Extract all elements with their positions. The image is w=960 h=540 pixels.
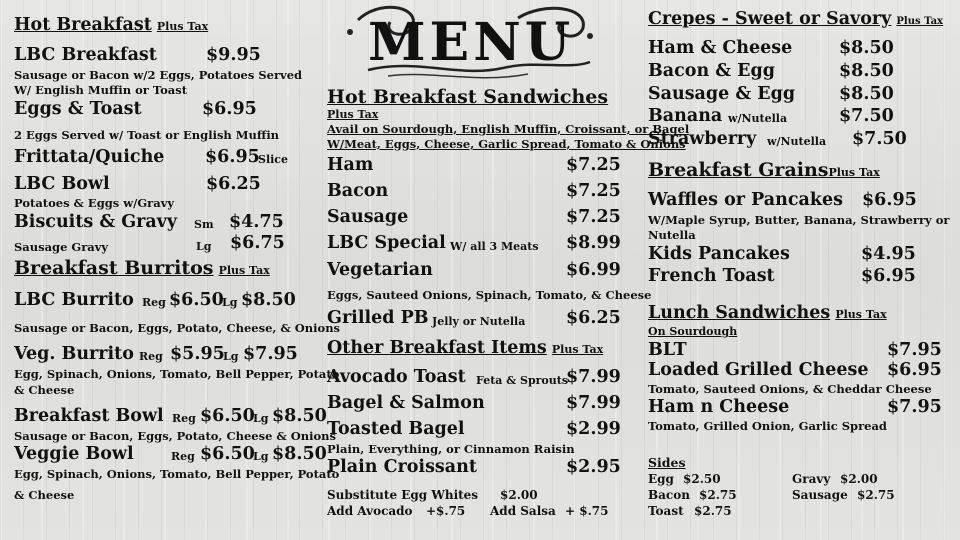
- item-price: $6.50: [200, 444, 255, 464]
- item-price: $8.50: [272, 406, 327, 426]
- item-name: Sausage Gravy: [14, 240, 109, 254]
- item-name: Strawberry: [648, 129, 757, 149]
- item-desc: W/ English Muffin or Toast: [14, 83, 188, 97]
- side-name: Sausage: [792, 488, 848, 502]
- item-price: $7.95: [887, 397, 942, 417]
- item-name: Sausage & Egg: [648, 84, 796, 104]
- item-name: Toasted Bagel: [327, 419, 465, 439]
- item-note: w/Nutella: [767, 135, 827, 148]
- item-price: $6.95: [861, 266, 916, 286]
- item-name: Ham & Cheese: [648, 38, 793, 58]
- item-desc: Tomato, Grilled Onion, Garlic Spread: [648, 419, 887, 433]
- item-name: Bacon: [327, 181, 389, 201]
- item-name: Ham n Cheese: [648, 397, 790, 417]
- item-name: Frittata/Quiche: [14, 147, 165, 167]
- size-label: Lg: [253, 412, 269, 425]
- item-note: Feta & Sprouts: [476, 374, 569, 387]
- side-price: $2.50: [683, 472, 721, 486]
- item-note: Slice: [258, 153, 288, 166]
- size-label: Lg: [222, 296, 238, 309]
- item-name: Vegetarian: [327, 260, 433, 280]
- item-name: Avocado Toast: [327, 367, 466, 387]
- item-price: $6.25: [566, 308, 621, 328]
- side-price: $2.00: [840, 472, 878, 486]
- item-name: Bacon & Egg: [648, 61, 775, 81]
- item-price: $8.50: [839, 84, 894, 104]
- sides-title: Sides: [648, 455, 686, 470]
- item-price: $5.95: [170, 344, 225, 364]
- item-price: $6.95: [202, 99, 257, 119]
- item-price: $7.25: [566, 181, 621, 201]
- item-desc: Potatoes & Eggs w/Gravy: [14, 196, 175, 210]
- section-title: Breakfast Burritos: [14, 257, 214, 279]
- item-note: w/Nutella: [728, 112, 788, 125]
- item-name: Ham: [327, 155, 374, 175]
- section-grains: [648, 159, 880, 181]
- item-desc: Plain, Everything, or Cinnamon Raisin: [327, 442, 575, 456]
- side-price: $2.75: [694, 504, 732, 518]
- item-price: $7.99: [566, 393, 621, 413]
- item-note: W/ all 3 Meats: [450, 240, 539, 253]
- addon-price: $2.00: [500, 488, 538, 502]
- item-desc: Eggs, Sauteed Onions, Spinach, Tomato, & Cheese: [327, 288, 652, 302]
- section-burritos: [14, 257, 270, 279]
- addon-label: Add Salsa: [490, 504, 556, 518]
- size-label: Reg: [139, 350, 163, 363]
- plus-tax: Plus Tax: [828, 166, 880, 179]
- item-name: French Toast: [648, 266, 775, 286]
- item-desc: Egg, Spinach, Onions, Tomato, Bell Pepper, Potato: [14, 367, 340, 381]
- size-label: Reg: [142, 296, 166, 309]
- item-name: Veg. Burrito: [14, 344, 134, 364]
- item-price: $6.99: [566, 260, 621, 280]
- item-price: $8.50: [241, 290, 296, 310]
- item-name: Sausage: [327, 207, 409, 227]
- size-label: Lg: [196, 240, 212, 253]
- item-price: $7.95: [243, 344, 298, 364]
- item-name: Loaded Grilled Cheese: [648, 360, 869, 380]
- item-desc: & Cheese: [14, 488, 75, 502]
- addon-price: +$.75: [426, 504, 466, 518]
- item-desc: & Cheese: [14, 383, 75, 397]
- item-desc: Sausage or Bacon w/2 Eggs, Potatoes Served: [14, 68, 303, 82]
- menu-logo: [328, 0, 608, 82]
- item-price: $7.25: [566, 207, 621, 227]
- addon-label: Substitute Egg Whites: [327, 488, 479, 502]
- plus-tax: Plus Tax: [551, 343, 604, 356]
- side-name: Toast: [648, 504, 684, 518]
- item-desc: Nutella: [648, 228, 696, 242]
- section-title: Hot Breakfast: [14, 15, 152, 35]
- side-price: $2.75: [857, 488, 895, 502]
- item-name: Biscuits & Gravy: [14, 212, 178, 232]
- item-price: $9.95: [206, 45, 261, 65]
- item-name: LBC Bowl: [14, 174, 110, 194]
- item-price: $8.50: [839, 38, 894, 58]
- plus-tax: Plus Tax: [835, 308, 887, 321]
- side-name: Egg: [648, 472, 674, 486]
- side-name: Gravy: [792, 472, 831, 486]
- item-name: Plain Croissant: [327, 457, 477, 477]
- item-price: $6.75: [230, 233, 285, 253]
- item-name: Banana: [648, 106, 723, 126]
- item-desc: 2 Eggs Served w/ Toast or English Muffin: [14, 128, 280, 142]
- item-price: $7.95: [887, 340, 942, 360]
- section-note: W/Meat, Eggs, Cheese, Garlic Spread, Tomato & Onions: [327, 137, 686, 151]
- item-price: $8.50: [839, 61, 894, 81]
- item-price: $7.25: [566, 155, 621, 175]
- size-label: Sm: [194, 218, 214, 231]
- item-name: Grilled PB: [327, 308, 429, 328]
- item-price: $4.95: [861, 244, 916, 264]
- item-price: $7.50: [852, 129, 907, 149]
- item-desc: Tomato, Sauteed Onions, & Cheddar Cheese: [648, 382, 932, 396]
- item-name: Bagel & Salmon: [327, 393, 485, 413]
- size-label: Reg: [171, 450, 195, 463]
- item-price: $6.95: [205, 147, 260, 167]
- plus-tax: Plus Tax: [218, 264, 270, 277]
- size-label: Lg: [253, 450, 269, 463]
- section-title: Other Breakfast Items: [327, 338, 547, 358]
- section-lunch: [648, 303, 887, 323]
- item-desc: Sausage or Bacon, Eggs, Potato, Cheese & Onions: [14, 429, 337, 443]
- item-price: $7.50: [839, 106, 894, 126]
- side-price: $2.75: [699, 488, 737, 502]
- item-desc: Egg, Spinach, Onions, Tomato, Bell Pepper, Potato: [14, 467, 340, 481]
- item-name: LBC Breakfast: [14, 45, 157, 65]
- section-note: On Sourdough: [648, 325, 738, 338]
- section-title: Crepes - Sweet or Savory: [648, 9, 892, 29]
- item-price: $4.75: [229, 212, 284, 232]
- item-price: $8.99: [566, 233, 621, 253]
- item-desc: W/Maple Syrup, Butter, Banana, Strawberry or: [648, 213, 950, 227]
- item-name: LBC Burrito: [14, 290, 134, 310]
- item-price: $8.50: [272, 444, 327, 464]
- item-name: Breakfast Bowl: [14, 406, 164, 426]
- section-crepes: [648, 9, 943, 29]
- section-hot-breakfast: [14, 15, 208, 35]
- section-title: Hot Breakfast Sandwiches: [327, 86, 609, 108]
- plus-tax: Plus Tax: [896, 16, 944, 27]
- addon-price: + $.75: [565, 504, 609, 518]
- item-desc: Sausage or Bacon, Eggs, Potato, Cheese, & Onions: [14, 321, 341, 335]
- section-title: Lunch Sandwiches: [648, 303, 831, 323]
- section-other: [327, 338, 603, 358]
- section-note: Avail on Sourdough, English Muffin, Croissant, or Bagel: [327, 122, 690, 136]
- plus-tax: Plus Tax: [156, 20, 209, 33]
- logo-text: MENU: [368, 12, 575, 73]
- item-name: Waffles or Pancakes: [648, 190, 843, 210]
- item-name: Eggs & Toast: [14, 99, 142, 119]
- item-name: BLT: [648, 340, 687, 360]
- item-price: $6.50: [169, 290, 224, 310]
- section-title: Breakfast Grains: [648, 159, 829, 181]
- item-name: LBC Special: [327, 233, 446, 253]
- item-price: $6.95: [887, 360, 942, 380]
- item-name: Kids Pancakes: [648, 244, 790, 264]
- addon-label: Add Avocado: [327, 504, 413, 518]
- size-label: Lg: [223, 350, 239, 363]
- item-price: $7.99: [566, 367, 621, 387]
- item-note: Jelly or Nutella: [432, 315, 526, 328]
- item-price: $2.95: [566, 457, 621, 477]
- item-price: $6.25: [206, 174, 261, 194]
- plus-tax: Plus Tax: [327, 108, 379, 121]
- item-price: $6.95: [862, 190, 917, 210]
- item-price: $6.50: [200, 406, 255, 426]
- size-label: Reg: [172, 412, 196, 425]
- side-name: Bacon: [648, 488, 690, 502]
- item-name: Veggie Bowl: [14, 444, 134, 464]
- item-price: $2.99: [566, 419, 621, 439]
